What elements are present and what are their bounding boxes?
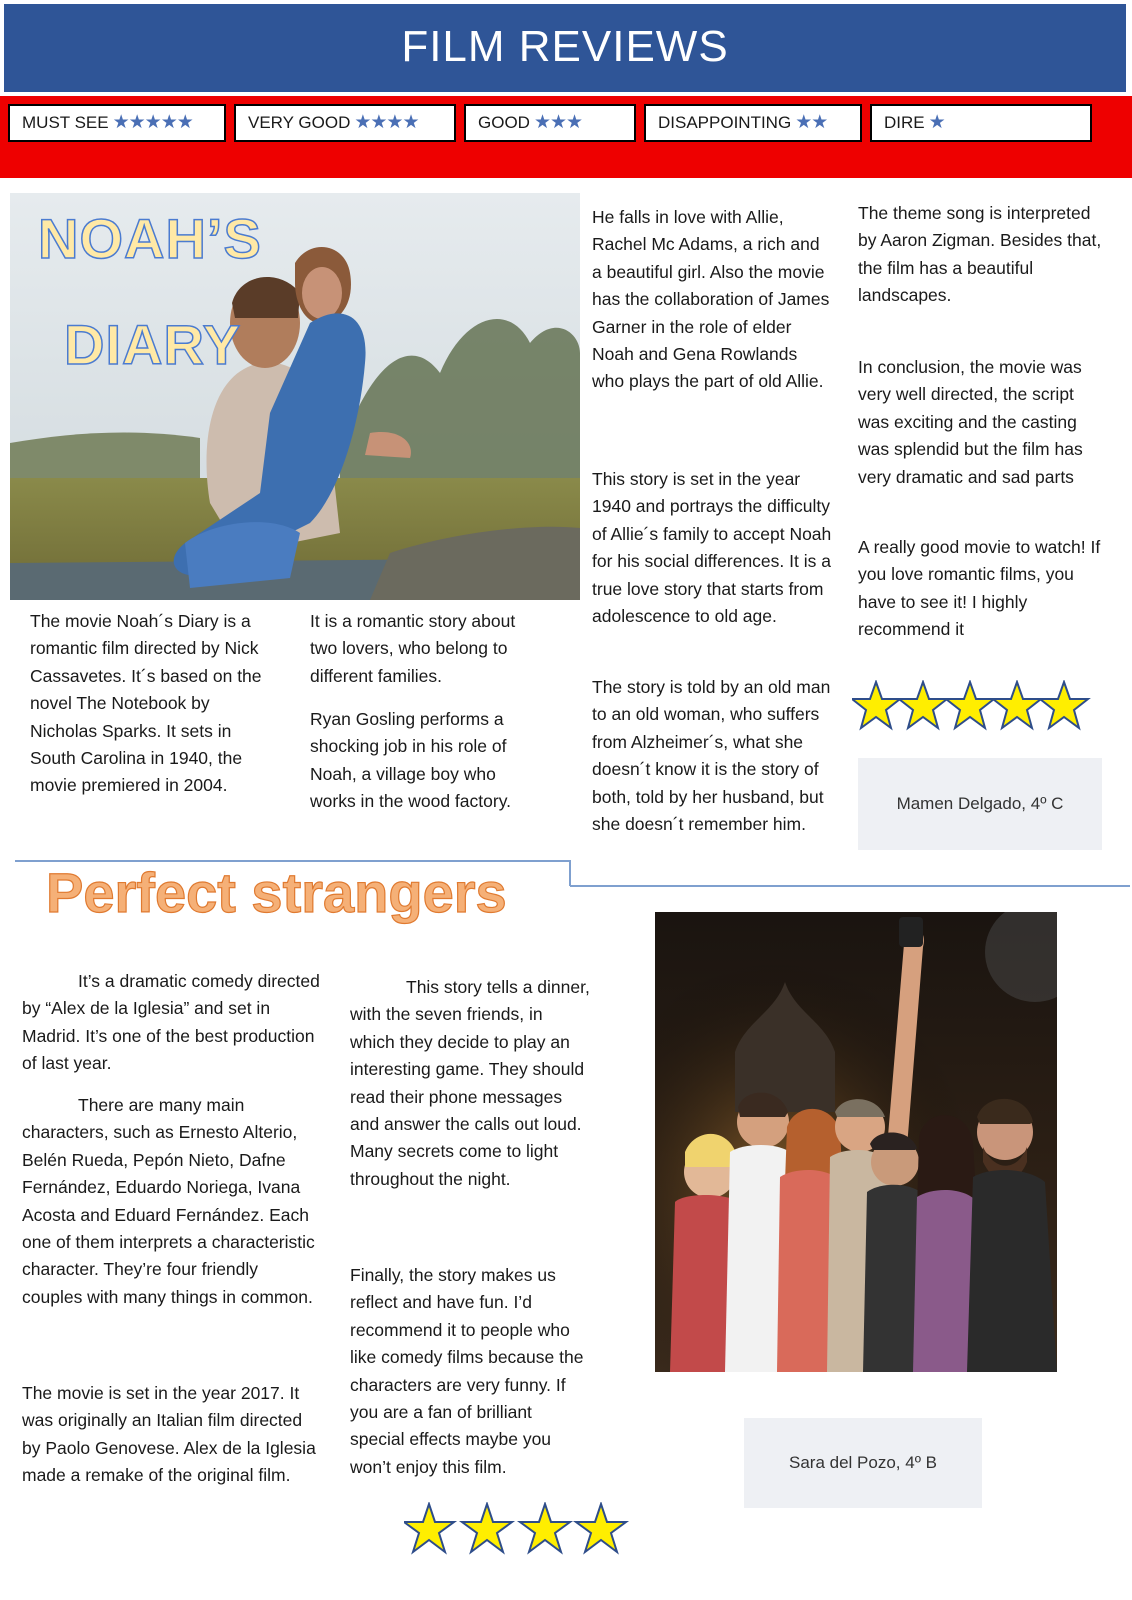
star-icon xyxy=(576,1504,626,1552)
review1-star-rating xyxy=(852,680,1092,736)
page-title: FILM REVIEWS xyxy=(401,22,729,71)
legend-label: DISAPPOINTING xyxy=(658,113,792,132)
review1-col3-paragraph1: He falls in love with Allie, Rachel Mc Adams, a rich and a beautiful girl. Also the movie has the collaboration of James Garner in the role of elder Noah and Gena Rowlands who plays the part of old Allie. xyxy=(592,207,830,392)
legend-label: GOOD xyxy=(478,113,530,132)
review1-col2-paragraph2: Ryan Gosling performs a shocking job in his role of Noah, a village boy who works in the wood factory. xyxy=(310,709,512,812)
legend-must-see xyxy=(8,104,226,142)
star-icon: ★★★★ xyxy=(354,112,419,133)
review1-col4-paragraph1: The theme song is interpreted by Aaron Zigman. Besides that, the film has a beautiful landscapes. xyxy=(858,203,1102,306)
star-icon xyxy=(462,1504,512,1552)
header-banner xyxy=(4,4,1126,92)
review2-author: Sara del Pozo, 4º B xyxy=(744,1418,982,1508)
review1-col3-paragraph3: The story is told by an old man to an old woman, who suffers from Alzheimer´s, what she doesn´t know it is the story of both, told by her husband, but she doesn´t remember him. xyxy=(592,677,831,835)
review2-col1-paragraph2: There are many main characters, such as Ernesto Alterio, Belén Rueda, Pepón Nieto, Dafne Fernández, Eduardo Noriega, Ivana Acosta and Eduard Fernández. Each one of them interprets a characteristic character. They’re four friendly couples with many things in common. xyxy=(22,1095,315,1307)
review2-col1-paragraph3: The movie is set in the year 2017. It was originally an Italian film directed by Paolo Genovese. Alex de la Iglesia made a remake of the original film. xyxy=(22,1383,316,1486)
star-icon xyxy=(946,682,994,728)
star-icon: ★★ xyxy=(795,112,828,133)
legend-label: VERY GOOD xyxy=(248,113,351,132)
review1-col3-paragraph2: This story is set in the year 1940 and portrays the difficulty of Allie´s family to accept Noah for his social differences. It is a true love story that starts from adolescence to old age. xyxy=(592,469,832,627)
legend-label: DIRE xyxy=(884,113,925,132)
review1-col4-paragraph2: In conclusion, the movie was very well directed, the script was exciting and the casting was splendid but the film has very dramatic and sad parts xyxy=(858,357,1083,487)
star-icon: ★★★★★ xyxy=(112,112,193,133)
review2-col1-paragraph1: It’s a dramatic comedy directed by “Alex de la Iglesia” and set in Madrid. It’s one of the best production of last year. xyxy=(22,971,320,1074)
review2-col2-paragraph1: This story tells a dinner, with the seven friends, in which they decide to play an interesting game. They should read their phone messages and answer the calls out loud. Many secrets come to light throughout the night. xyxy=(350,977,590,1189)
legend-disappointing xyxy=(644,104,862,142)
review2-title: Perfect strangers xyxy=(46,861,507,924)
legend-very-good xyxy=(234,104,456,142)
section-divider xyxy=(569,860,571,886)
legend-label: MUST SEE xyxy=(22,113,109,132)
review2-col2-paragraph2: Finally, the story makes us reflect and have fun. I’d recommend it to people who like comedy films because the characters are very funny. If you are a fan of brilliant special effects maybe you won’t enjoy this film. xyxy=(350,1265,584,1477)
star-icon xyxy=(404,1504,454,1552)
review2-star-rating xyxy=(404,1502,634,1560)
review1-title-line1: NOAH’S xyxy=(38,207,262,270)
legend-dire xyxy=(870,104,1092,142)
section-divider xyxy=(570,885,1130,887)
review1-title-line2: DIARY xyxy=(64,313,242,376)
review1-col1-paragraph: The movie Noah´s Diary is a romantic film directed by Nick Cassavetes. It´s based on the novel The Notebook by Nicholas Sparks. It sets in South Carolina in 1940, the movie premiered in 2004. xyxy=(30,611,262,796)
star-icon xyxy=(899,682,947,728)
star-icon: ★★★ xyxy=(533,112,583,133)
review1-author: Mamen Delgado, 4º C xyxy=(858,758,1102,850)
review1-col4-paragraph3: A really good movie to watch! If you love romantic films, you have to see it! I highly recommend it xyxy=(858,537,1101,640)
group-selfie-photo xyxy=(655,912,1057,1372)
star-icon: ★ xyxy=(928,112,945,133)
star-icon xyxy=(1040,682,1088,728)
star-icon xyxy=(520,1504,570,1552)
legend-good xyxy=(464,104,636,142)
star-icon xyxy=(993,682,1041,728)
review1-col2-paragraph1: It is a romantic story about two lovers, who belong to different families. xyxy=(310,611,516,686)
star-icon xyxy=(852,682,900,728)
